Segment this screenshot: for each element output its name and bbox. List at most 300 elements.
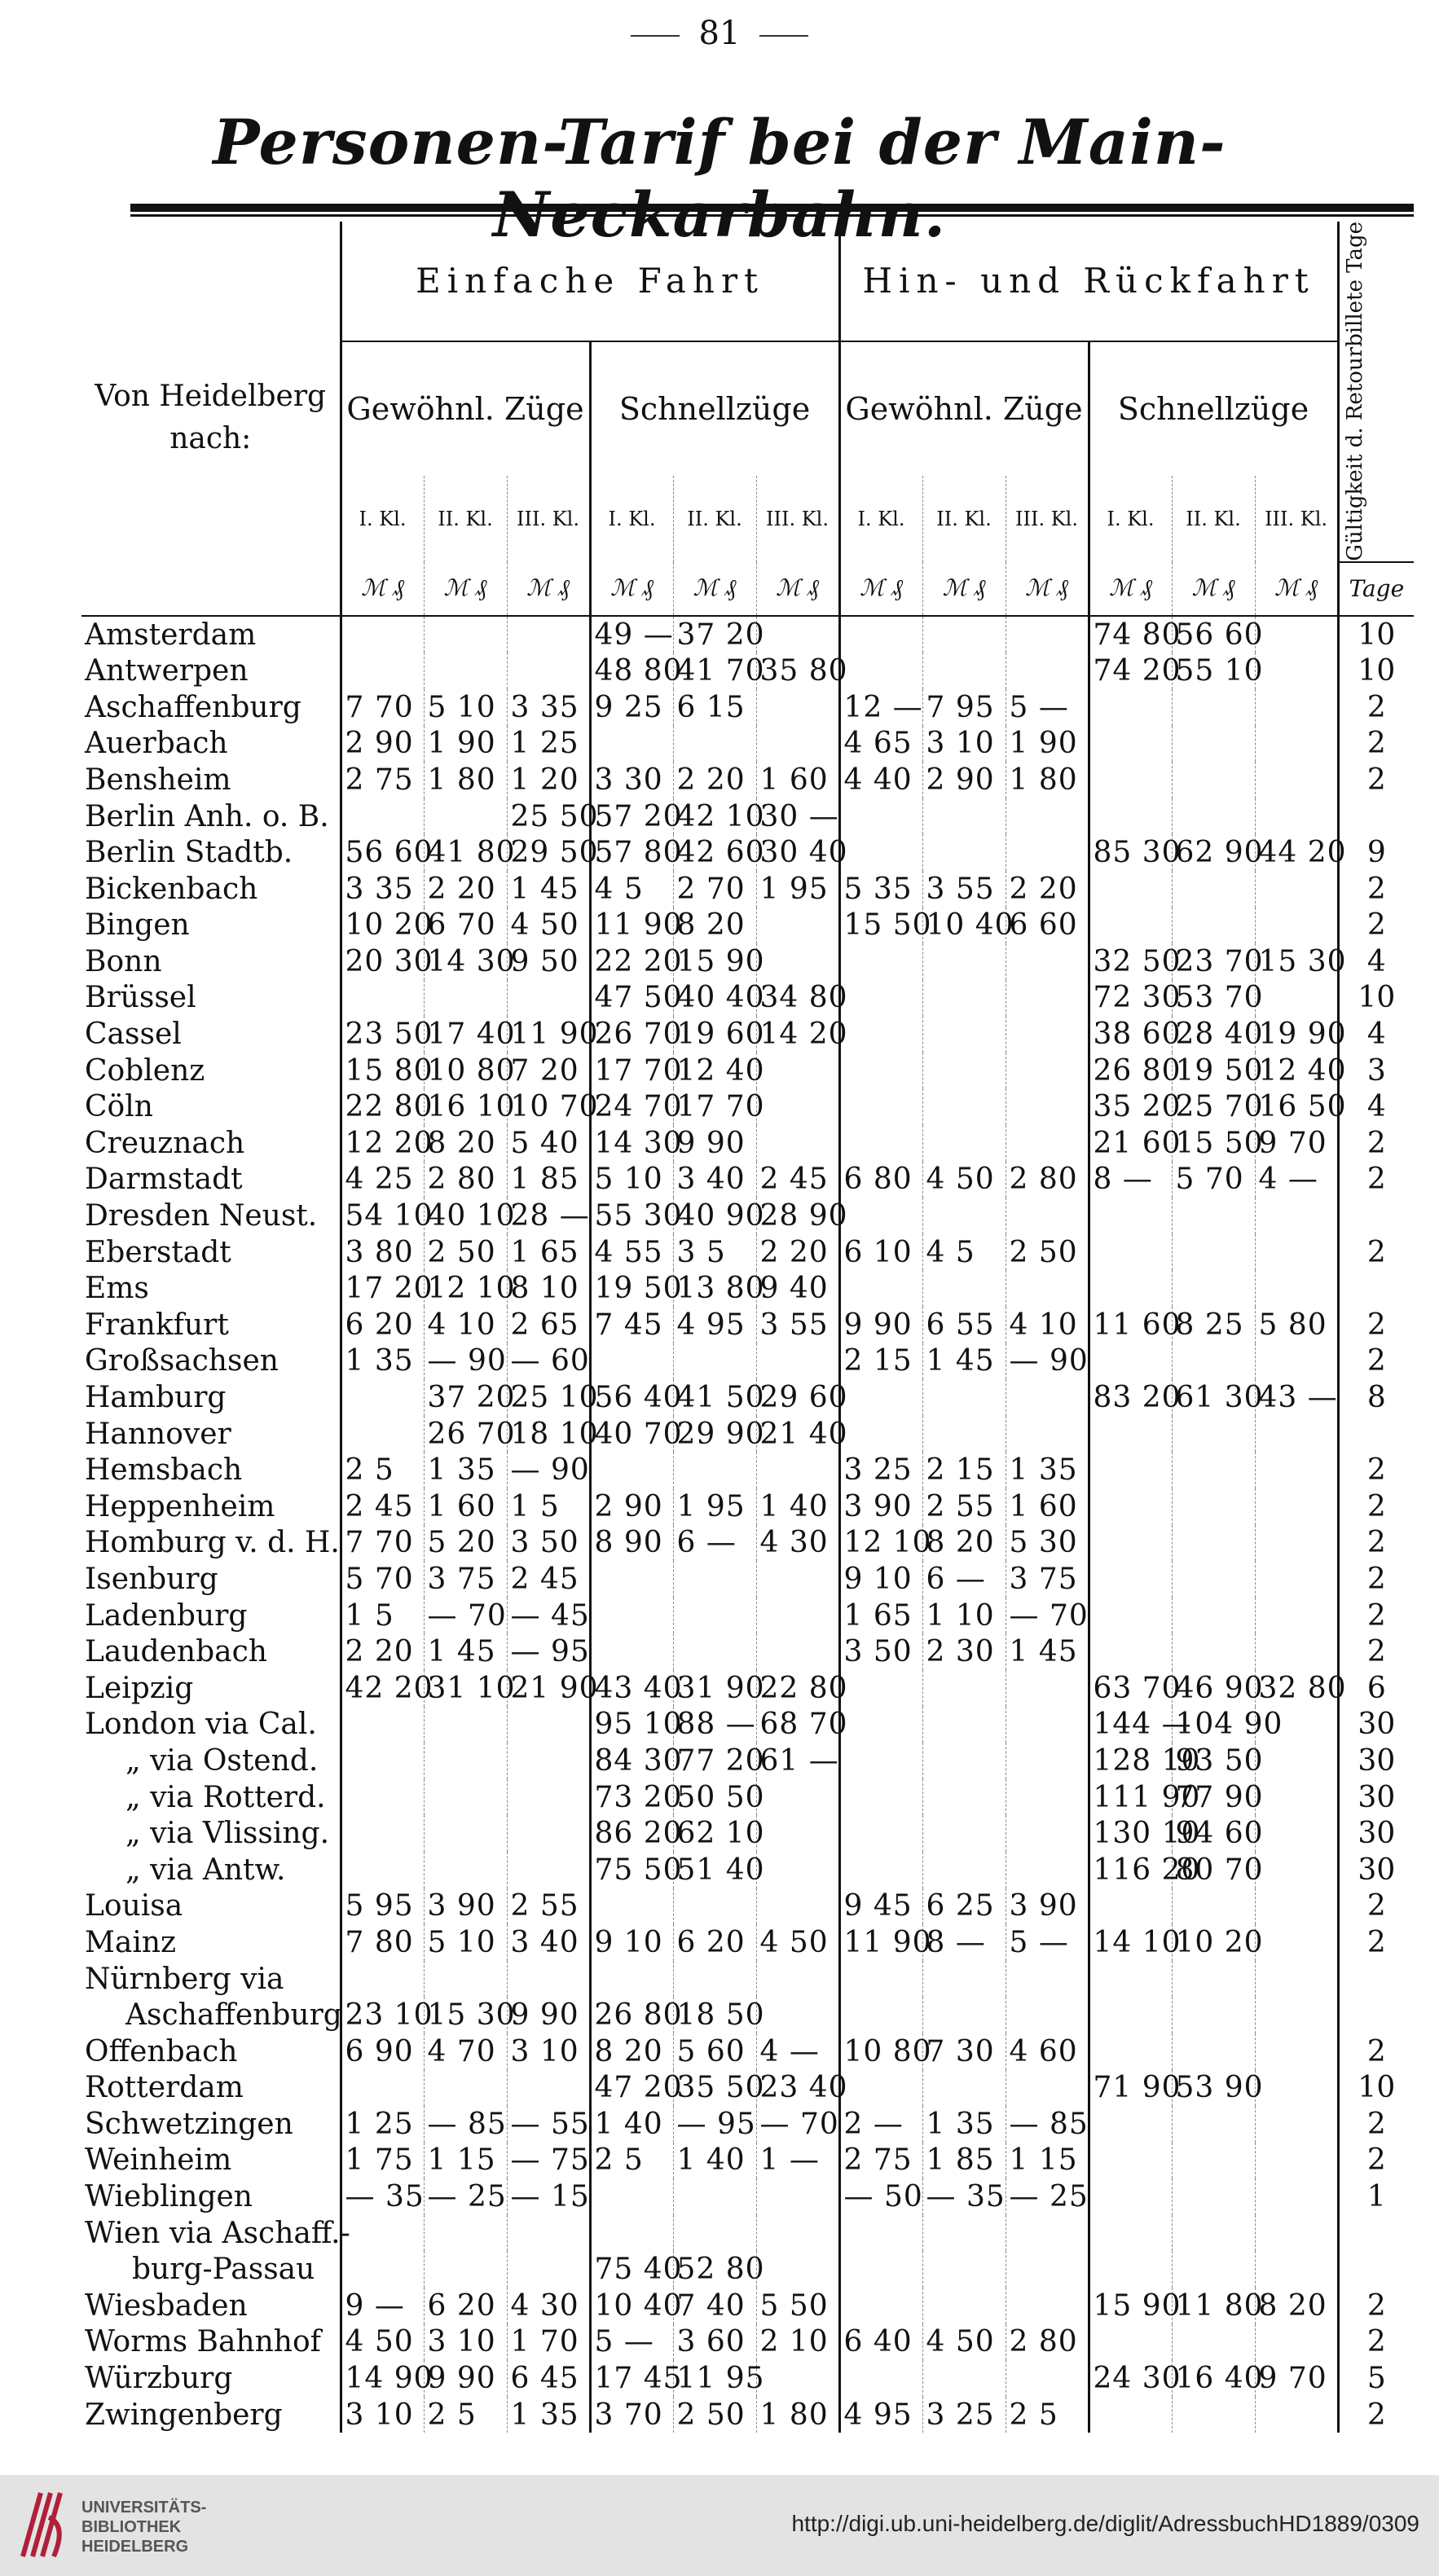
fare-cell: [839, 1416, 922, 1453]
table-row: [81, 980, 1414, 1017]
fare-cell: [922, 1016, 1006, 1053]
fare-cell: 7 80: [341, 1924, 424, 1961]
fare-cell: 3 90: [839, 1488, 922, 1525]
table-row: [81, 2178, 1414, 2215]
fare-cell: [922, 1198, 1006, 1234]
destination-cell: Mainz: [85, 1925, 176, 1959]
fare-cell: 1 15: [424, 2143, 507, 2179]
fare-cell: [839, 1707, 922, 1743]
validity-days-cell: 6: [1338, 1670, 1414, 1707]
fare-cell: 75 50: [590, 1852, 673, 1888]
fare-cell: [1255, 1525, 1338, 1562]
validity-days-cell: [1338, 2251, 1414, 2288]
table-row: [81, 2324, 1414, 2361]
fare-cell: [756, 1815, 839, 1852]
fare-cell: 32 50: [1089, 943, 1172, 980]
fare-cell: 3 35: [341, 871, 424, 908]
fare-cell: 9 —: [341, 2288, 424, 2324]
fare-cell: [1255, 2106, 1338, 2143]
fare-cell: [839, 653, 922, 689]
fare-cell: [1172, 762, 1255, 798]
fare-cell: 8 20: [922, 1525, 1006, 1562]
fare-cell: 1 45: [507, 871, 590, 908]
fare-cell: 3 90: [1006, 1888, 1089, 1925]
fare-cell: 18 10: [507, 1416, 590, 1453]
fare-cell: [1006, 1270, 1089, 1307]
fare-cell: [1255, 2397, 1338, 2433]
fare-cell: 5 —: [1006, 1924, 1089, 1961]
fare-cell: — 70: [1006, 1598, 1089, 1634]
validity-days-cell: 2: [1338, 1633, 1414, 1670]
fare-cell: [590, 1452, 673, 1488]
fare-cell: [1255, 798, 1338, 835]
table-row: [81, 1234, 1414, 1271]
fare-cell: 23 10: [341, 1997, 424, 2033]
fare-cell: 23 70: [1172, 943, 1255, 980]
fare-cell: 86 20: [590, 1815, 673, 1852]
table-row: [81, 943, 1414, 980]
fare-cell: 8 20: [673, 908, 756, 944]
class-label: II. Kl.: [1172, 476, 1255, 562]
fare-cell: [839, 1743, 922, 1779]
fare-cell: 4 50: [341, 2324, 424, 2361]
fare-cell: [1255, 689, 1338, 726]
fare-cell: 6 60: [1006, 908, 1089, 944]
fare-cell: 2 10: [756, 2324, 839, 2361]
fare-cell: [424, 1779, 507, 1816]
fare-cell: [839, 2288, 922, 2324]
fare-cell: [1006, 2251, 1089, 2288]
destination-cell: Laudenbach: [85, 1635, 267, 1669]
fare-cell: [1255, 1416, 1338, 1453]
table-row: [81, 1343, 1414, 1380]
title-rule-thick: [130, 204, 1414, 212]
origin-line2: nach:: [169, 422, 252, 456]
validity-days-cell: 30: [1338, 1815, 1414, 1852]
fare-cell: 16 10: [424, 1088, 507, 1125]
source-url[interactable]: http://digi.ub.uni-heidelberg.de/diglit/AdressbuchHD1889/0309: [791, 2511, 1419, 2536]
fare-cell: 12 10: [424, 1270, 507, 1307]
fare-cell: [1172, 1888, 1255, 1925]
fare-cell: 2 90: [341, 726, 424, 763]
fare-cell: [341, 2070, 424, 2107]
table-row: [81, 1488, 1414, 1525]
fare-cell: [1089, 1198, 1172, 1234]
fare-cell: 73 20: [590, 1779, 673, 1816]
fare-cell: 1 80: [424, 762, 507, 798]
fare-cell: 7 40: [673, 2288, 756, 2324]
fare-cell: 3 55: [922, 871, 1006, 908]
fare-cell: 1 25: [507, 726, 590, 763]
fare-cell: — 90: [507, 1452, 590, 1488]
fare-cell: 10 20: [1172, 1924, 1255, 1961]
fare-cell: 30 40: [756, 834, 839, 871]
fare-cell: [922, 1088, 1006, 1125]
fare-cell: [1172, 1598, 1255, 1634]
fare-cell: 111 90: [1089, 1779, 1172, 1816]
fare-cell: 8 25: [1172, 1307, 1255, 1343]
fare-cell: — 90: [1006, 1343, 1089, 1380]
fare-cell: [341, 980, 424, 1017]
fare-cell: — 70: [756, 2106, 839, 2143]
fare-cell: 40 10: [424, 1198, 507, 1234]
fare-cell: 12 40: [673, 1053, 756, 1089]
fare-cell: 1 5: [341, 1598, 424, 1634]
table-row: [81, 2360, 1414, 2397]
fare-cell: [1255, 653, 1338, 689]
fare-cell: [1006, 653, 1089, 689]
fare-cell: [1255, 980, 1338, 1017]
fare-cell: [341, 1379, 424, 1416]
validity-days-cell: 1: [1338, 2178, 1414, 2215]
dash-left: [631, 35, 680, 37]
fare-cell: 4 60: [1006, 2033, 1089, 2070]
destination-cell: Rotterdam: [85, 2071, 244, 2105]
validity-days-cell: 2: [1338, 1525, 1414, 1562]
fare-cell: 17 70: [673, 1088, 756, 1125]
table-row: [81, 1053, 1414, 1089]
validity-days-cell: 2: [1338, 1307, 1414, 1343]
fare-cell: 4 50: [922, 1162, 1006, 1198]
fare-cell: 22 80: [341, 1088, 424, 1125]
destination-cell: „ via Rotterd.: [125, 1780, 326, 1814]
fare-cell: [839, 1053, 922, 1089]
fare-cell: 9 90: [424, 2360, 507, 2397]
table-row: [81, 1088, 1414, 1125]
fare-cell: [507, 1743, 590, 1779]
fare-cell: [756, 1088, 839, 1125]
fare-cell: — 90: [424, 1343, 507, 1380]
fare-cell: [673, 1598, 756, 1634]
destination-cell: Aschaffenburg: [125, 1998, 342, 2033]
fare-cell: 17 20: [341, 1270, 424, 1307]
validity-header: [1338, 222, 1414, 562]
fare-cell: [507, 1815, 590, 1852]
fare-cell: [1255, 2251, 1338, 2288]
fare-cell: [673, 1561, 756, 1598]
fare-cell: [341, 1779, 424, 1816]
destination-cell: London via Cal.: [85, 1708, 317, 1742]
fare-cell: 1 45: [922, 1343, 1006, 1380]
fare-cell: [1089, 2106, 1172, 2143]
class-label: II. Kl.: [424, 476, 507, 562]
fare-cell: 42 20: [341, 1670, 424, 1707]
table-row: [81, 1125, 1414, 1162]
fare-cell: 12 20: [341, 1125, 424, 1162]
fare-cell: 6 40: [839, 2324, 922, 2361]
fare-cell: 3 10: [341, 2397, 424, 2433]
retour-gewoehnl-header: Gewöhnl. Züge: [839, 341, 1089, 476]
fare-cell: 10 70: [507, 1088, 590, 1125]
fare-cell: [1006, 1198, 1089, 1234]
fare-cell: 21 40: [756, 1416, 839, 1453]
fare-cell: 2 20: [673, 762, 756, 798]
fare-cell: [1089, 2178, 1172, 2215]
destination-cell: Ladenburg: [85, 1598, 248, 1633]
table-row: [81, 871, 1414, 908]
fare-cell: 9 10: [839, 1561, 922, 1598]
fare-cell: [1255, 1198, 1338, 1234]
fare-cell: 11 90: [590, 908, 673, 944]
footer-bar: [0, 2475, 1439, 2576]
fare-cell: 6 45: [507, 2360, 590, 2397]
fare-cell: [922, 2288, 1006, 2324]
fare-cell: [1089, 1416, 1172, 1453]
fare-cell: [1172, 1198, 1255, 1234]
fare-cell: [756, 1598, 839, 1634]
fare-cell: 3 70: [590, 2397, 673, 2433]
fare-cell: [1172, 2397, 1255, 2433]
fare-cell: 9 70: [1255, 1125, 1338, 1162]
fare-cell: 1 45: [424, 1633, 507, 1670]
fare-cell: 23 50: [341, 1016, 424, 1053]
table-row: [81, 1707, 1414, 1743]
fare-cell: [1089, 689, 1172, 726]
fare-cell: 6 15: [673, 689, 756, 726]
fare-cell: 5 95: [341, 1888, 424, 1925]
table-row: [81, 2033, 1414, 2070]
fare-cell: 15 50: [1172, 1125, 1255, 1162]
fare-cell: 26 70: [424, 1416, 507, 1453]
validity-days-cell: 2: [1338, 2288, 1414, 2324]
validity-days-cell: 2: [1338, 762, 1414, 798]
fare-cell: 5 80: [1255, 1307, 1338, 1343]
fare-cell: 2 45: [756, 1162, 839, 1198]
fare-cell: [1255, 2324, 1338, 2361]
fare-cell: [1089, 1343, 1172, 1380]
destination-cell: Berlin Stadtb.: [85, 836, 293, 870]
fare-cell: 14 30: [590, 1125, 673, 1162]
unit-label: ℳ ₰: [1255, 562, 1338, 616]
table-row: [81, 1815, 1414, 1852]
fare-cell: 21 90: [507, 1670, 590, 1707]
fare-cell: [922, 1670, 1006, 1707]
fare-cell: 25 10: [507, 1379, 590, 1416]
fare-cell: 30 —: [756, 798, 839, 835]
fare-cell: 1 80: [1006, 762, 1089, 798]
fare-cell: [922, 1707, 1006, 1743]
validity-days-cell: 10: [1338, 653, 1414, 689]
fare-cell: 55 30: [590, 1198, 673, 1234]
fare-cell: [756, 2215, 839, 2252]
fare-cell: 94 60: [1172, 1815, 1255, 1852]
fare-cell: 9 40: [756, 1270, 839, 1307]
fare-cell: 14 10: [1089, 1924, 1172, 1961]
validity-days-cell: [1338, 798, 1414, 835]
validity-days-cell: 10: [1338, 616, 1414, 653]
fare-cell: 19 90: [1255, 1016, 1338, 1053]
table-row: [81, 653, 1414, 689]
fare-cell: 2 70: [673, 871, 756, 908]
fare-cell: 25 50: [507, 798, 590, 835]
fare-cell: 3 25: [839, 1452, 922, 1488]
fare-cell: [839, 943, 922, 980]
destination-cell: Ems: [85, 1272, 149, 1306]
fare-cell: 1 60: [424, 1488, 507, 1525]
validity-days-cell: 8: [1338, 1379, 1414, 1416]
fare-cell: 12 10: [839, 1525, 922, 1562]
fare-cell: 2 80: [1006, 2324, 1089, 2361]
destination-cell: Großsachsen: [85, 1344, 279, 1378]
fare-cell: 42 60: [673, 834, 756, 871]
einfach-schnell-header: Schnellzüge: [590, 341, 839, 476]
fare-cell: 4 5: [590, 871, 673, 908]
destination-cell: Cassel: [85, 1018, 182, 1052]
fare-cell: [673, 2215, 756, 2252]
university-library-logo: [16, 2485, 75, 2563]
table-row: [81, 834, 1414, 871]
fare-cell: 84 30: [590, 1743, 673, 1779]
table-row: [81, 689, 1414, 726]
table-row: [81, 2251, 1414, 2288]
fare-cell: 1 20: [507, 762, 590, 798]
fare-cell: [1006, 1670, 1089, 1707]
fare-cell: 4 —: [756, 2033, 839, 2070]
destination-cell: „ via Ostend.: [125, 1743, 319, 1778]
fare-cell: 144 —: [1089, 1707, 1172, 1743]
fare-cell: 1 15: [1006, 2143, 1089, 2179]
fare-cell: [1255, 2033, 1338, 2070]
table-row: [81, 1961, 1414, 1998]
fare-cell: 6 20: [424, 2288, 507, 2324]
fare-cell: 12 40: [1255, 1053, 1338, 1089]
fare-cell: 19 50: [1172, 1053, 1255, 1089]
unit-label: ℳ ₰: [341, 562, 424, 616]
fare-cell: 2 75: [839, 2143, 922, 2179]
fare-cell: 1 65: [507, 1234, 590, 1271]
fare-cell: [1255, 2143, 1338, 2179]
fare-cell: 7 70: [341, 689, 424, 726]
fare-cell: [839, 1125, 922, 1162]
fare-cell: 7 30: [922, 2033, 1006, 2070]
fare-cell: 34 80: [756, 980, 839, 1017]
fare-cell: [507, 1852, 590, 1888]
fare-cell: 4 25: [341, 1162, 424, 1198]
fare-cell: 63 70: [1089, 1670, 1172, 1707]
destination-cell: Antwerpen: [85, 654, 249, 688]
fare-cell: 41 80: [424, 834, 507, 871]
fare-cell: 52 80: [673, 2251, 756, 2288]
fare-cell: 9 50: [507, 943, 590, 980]
fare-cell: [756, 689, 839, 726]
fare-cell: [1006, 1852, 1089, 1888]
fare-cell: [341, 1815, 424, 1852]
fare-cell: [590, 2215, 673, 2252]
fare-cell: [839, 2070, 922, 2107]
fare-cell: 93 50: [1172, 1743, 1255, 1779]
fare-cell: 2 55: [922, 1488, 1006, 1525]
fare-cell: [1089, 1961, 1172, 1998]
fare-cell: 54 10: [341, 1198, 424, 1234]
fare-cell: [1172, 2143, 1255, 2179]
validity-days-cell: 2: [1338, 1888, 1414, 1925]
fare-cell: [922, 1997, 1006, 2033]
fare-cell: — 45: [507, 1598, 590, 1634]
fare-cell: [756, 1125, 839, 1162]
fare-cell: 10 80: [839, 2033, 922, 2070]
fare-cell: 5 30: [1006, 1525, 1089, 1562]
fare-cell: [341, 616, 424, 653]
fare-cell: 15 30: [1255, 943, 1338, 980]
fare-cell: 1 85: [507, 1162, 590, 1198]
fare-cell: 11 95: [673, 2360, 756, 2397]
fare-cell: 1 80: [756, 2397, 839, 2433]
destination-cell: Bonn: [85, 944, 162, 978]
fare-cell: 56 60: [1172, 616, 1255, 653]
fare-cell: [1006, 616, 1089, 653]
fare-cell: [590, 1633, 673, 1670]
fare-cell: [922, 2360, 1006, 2397]
fare-cell: [1006, 2288, 1089, 2324]
fare-cell: [922, 2215, 1006, 2252]
fare-cell: 15 50: [839, 908, 922, 944]
validity-days-cell: [1338, 1961, 1414, 1998]
unit-label: ℳ ₰: [1172, 562, 1255, 616]
fare-cell: — 60: [507, 1343, 590, 1380]
destination-cell: Frankfurt: [85, 1308, 229, 1342]
fare-cell: [839, 1815, 922, 1852]
fare-cell: [341, 1416, 424, 1453]
fare-cell: 9 70: [1255, 2360, 1338, 2397]
fare-cell: [1172, 871, 1255, 908]
fare-cell: 72 30: [1089, 980, 1172, 1017]
table-row: [81, 2288, 1414, 2324]
fare-cell: 4 30: [507, 2288, 590, 2324]
fare-cell: 1 5: [507, 1488, 590, 1525]
validity-days-cell: 2: [1338, 689, 1414, 726]
fare-cell: [1172, 798, 1255, 835]
fare-cell: [673, 1888, 756, 1925]
validity-days-cell: 5: [1338, 2360, 1414, 2397]
fare-cell: [673, 1452, 756, 1488]
fare-cell: [1255, 762, 1338, 798]
fare-cell: [1089, 1270, 1172, 1307]
fare-cell: [1006, 1416, 1089, 1453]
fare-cell: [1172, 689, 1255, 726]
fare-cell: [1006, 1016, 1089, 1053]
validity-days-cell: 2: [1338, 2033, 1414, 2070]
validity-days-cell: [1338, 2215, 1414, 2252]
table-row: [81, 1598, 1414, 1634]
fare-cell: 21 60: [1089, 1125, 1172, 1162]
fare-cell: 2 15: [839, 1343, 922, 1380]
fare-cell: 7 20: [507, 1053, 590, 1089]
table-row: [81, 1307, 1414, 1343]
fare-cell: [756, 943, 839, 980]
fare-cell: [1255, 871, 1338, 908]
fare-cell: 8 10: [507, 1270, 590, 1307]
fare-cell: 6 70: [424, 908, 507, 944]
fare-cell: 26 70: [590, 1016, 673, 1053]
table-row: [81, 762, 1414, 798]
fare-cell: [839, 2251, 922, 2288]
page-number-text: 81: [698, 15, 741, 52]
origin-header: [81, 222, 341, 616]
fare-cell: 4 50: [756, 1924, 839, 1961]
fare-cell: [756, 1997, 839, 2033]
fare-cell: [839, 1016, 922, 1053]
fare-cell: 3 75: [424, 1561, 507, 1598]
validity-days-cell: 2: [1338, 1162, 1414, 1198]
fare-cell: [1006, 834, 1089, 871]
fare-cell: [839, 616, 922, 653]
fare-cell: [1172, 2251, 1255, 2288]
fare-cell: [1172, 2106, 1255, 2143]
fare-cell: 35 50: [673, 2070, 756, 2107]
fare-cell: 47 50: [590, 980, 673, 1017]
fare-cell: [424, 2070, 507, 2107]
fare-cell: [839, 2215, 922, 2252]
